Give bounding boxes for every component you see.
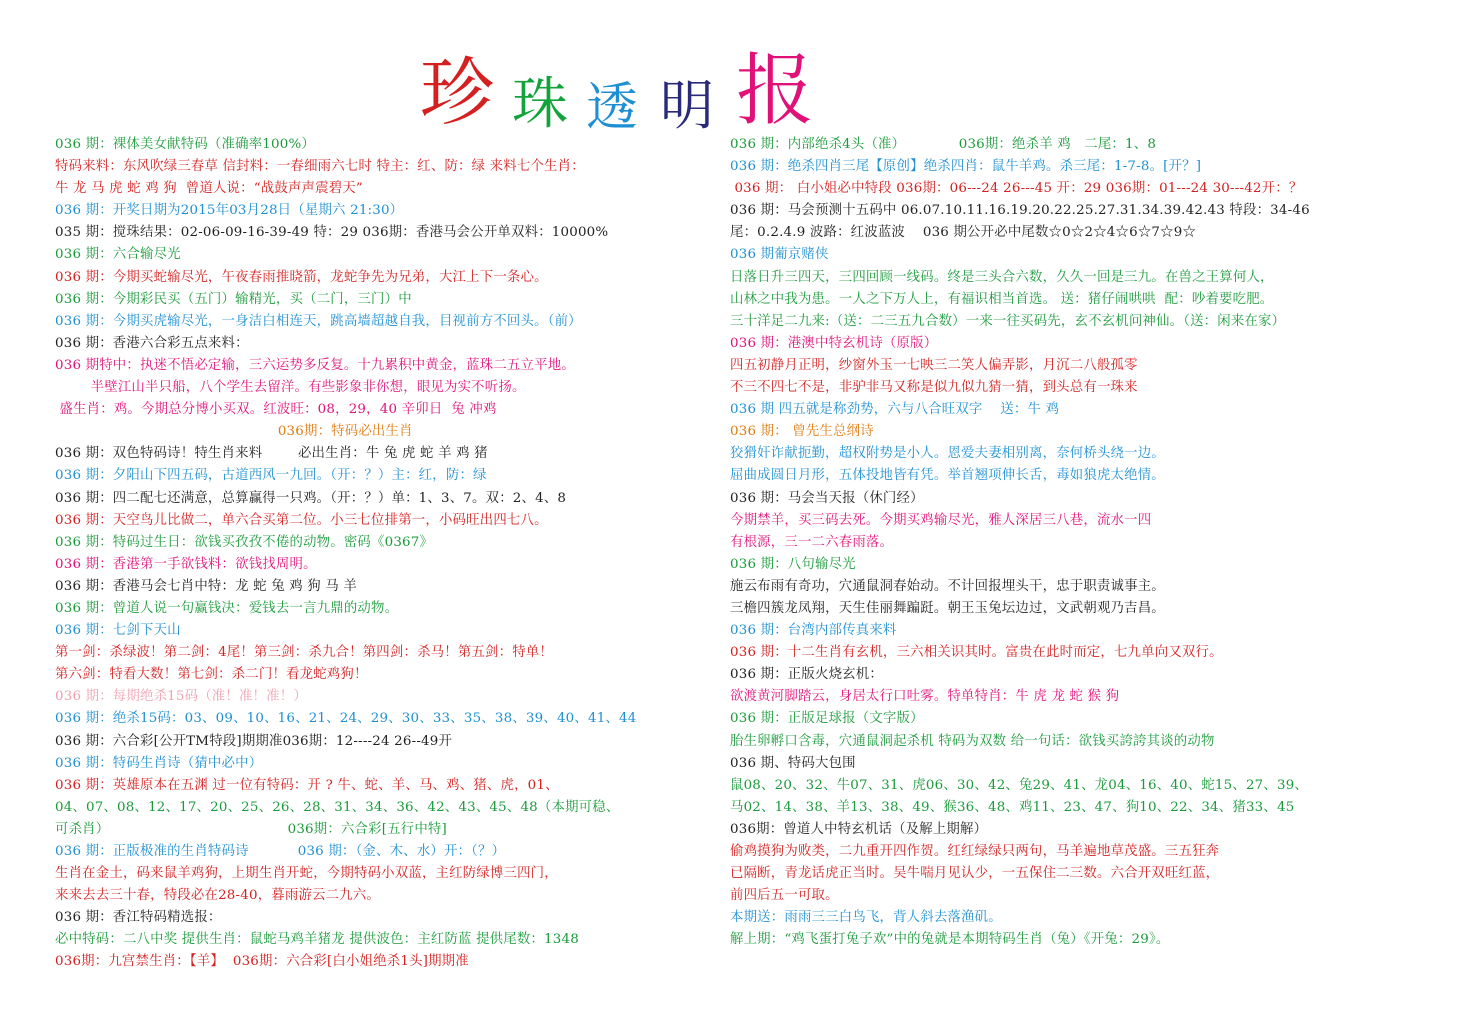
text-line: 已隔断，青龙话虎正当时。吴牛喘月见认少，一五保住二三数。六合开双旺红蓝， bbox=[730, 866, 1220, 882]
text-line: 本期送：雨雨三三白鸟飞，背人斜去落渔矶。 bbox=[730, 910, 1002, 926]
text-line: 036 期：今期买虎输尽光，一身洁白相连天，跳高墙超越自我，目视前方不回头。（前） bbox=[55, 313, 582, 329]
text-line: 036 期：港澳中特玄机诗（原版） bbox=[730, 335, 938, 351]
text-line: 可杀肖） 036期：六合彩[五行中特] bbox=[55, 821, 447, 837]
text-line: 036 期： 白小姐必中特段 036期：06---24 26---45 开：29 036期：01---24 30---42开：？ bbox=[730, 181, 1303, 197]
text-line: 036 期：香港第一手欲钱料：欲钱找周明。 bbox=[55, 556, 317, 572]
text-line: 036 期：今期彩民买（五门）输精光，买（二门，三门）中 bbox=[55, 291, 412, 307]
text-line: 马02、14、38、羊13、38、49、猴36、48、鸡11、23、47、狗10、22、34、猪33、45 bbox=[730, 799, 1295, 815]
text-line: 04、07、08、12、17、20、25、26、28、31、34、36、42、43、45、48（本期可稳、 bbox=[55, 799, 620, 815]
text-line: 狡猾奸诈献扼勤，超权附势是小人。恩爱夫妻相别离，奈何桥头绕一边。 bbox=[730, 446, 1165, 462]
text-line: 036 期：内部绝杀4头（准） 036期：绝杀羊 鸡 二尾：1、8 bbox=[730, 137, 1157, 152]
text-line: 036 期、特码大包围 bbox=[730, 755, 856, 771]
text-line: 来来去去三十春，特段必在28-40，暮雨游云二九六。 bbox=[55, 888, 381, 904]
text-line: 尾：0.2.4.9 波路：红波蓝波 036 期公开必中尾数☆0☆2☆4☆6☆7☆9☆ bbox=[730, 225, 1197, 241]
text-line: 036 期：曾道人说一句赢钱决：爱钱去一言九鼎的动物。 bbox=[55, 600, 399, 616]
text-line: 036 期：开奖日期为2015年03月28日（星期六 21:30） bbox=[55, 203, 404, 219]
text-line: 036 期：夕阳山下四五码，古道西风一九回。（开：？）主：红，防：绿 bbox=[55, 468, 487, 484]
text-line: 盛生肖：鸡。今期总分博小买双。红波旺：08，29，40 辛卯日 兔 冲鸡 bbox=[55, 402, 497, 418]
text-line: 欲渡黄河脚踏云，身居太行口吐雾。特单特肖：牛 虎 龙 蛇 猴 狗 bbox=[730, 689, 1120, 705]
title-char-4: 明 bbox=[660, 74, 715, 137]
left-column bbox=[55, 134, 695, 974]
text-line: 036 期：天空鸟儿比做二，单六合买第二位。小三七位排第一，小码旺出四七八。 bbox=[55, 512, 548, 528]
text-line: 036 期：七剑下天山 bbox=[55, 623, 181, 639]
text-line: 036 期：四二配七还满意，总算赢得一只鸡。（开：？）单：1、3、7。双：2、4、8 bbox=[55, 490, 567, 506]
text-line: 偷鸡摸狗为败类，二九重开四作贺。红红绿绿只两句，马羊遍地草茂盛。三五狂奔 bbox=[730, 844, 1220, 859]
text-line: 前四后五一可取。 bbox=[730, 888, 839, 904]
text-line: 036 期： 曾先生总纲诗 bbox=[730, 424, 874, 440]
text-line: 特码来料：东风吹绿三春草 信封料：一春细雨六七时 特主：红、防：绿 来料七个生肖： bbox=[55, 159, 585, 175]
right-column bbox=[730, 134, 1420, 951]
text-line: 日落日升三四天，三四回顾一线码。终是三头合六数，久久一回是三九。在兽之王算何人， bbox=[730, 269, 1274, 285]
text-line: 035 期：搅珠结果：02-06-09-16-39-49 特：29 036期：香港马会公开单双料：10000% bbox=[55, 225, 609, 241]
text-line: 三檐四簇龙凤翔，天生佳丽舞蹁跹。朝王玉兔坛边过，文武朝观乃吉昌。 bbox=[730, 600, 1165, 616]
text-line: 036 期：特码生肖诗（猜中必中） bbox=[55, 755, 263, 771]
text-line: 036 期：正版火烧玄机： bbox=[730, 667, 883, 683]
text-line: 036 期特中：执迷不悟必定输，三六运势多反复。十九累积中黄金，蓝珠二五立平地。 bbox=[55, 357, 575, 373]
text-line: 不三不四七不是，非驴非马又称是似九似九猜一猜，到头总有一珠来 bbox=[730, 380, 1138, 396]
text-line: 半壁江山半只船，八个学生去留洋。有些影象非你想，眼见为实不听扬。 bbox=[55, 380, 526, 396]
text-line: 屈曲成圆日月形，五体投地皆有凭。举首翘项伸长舌，毒如狼虎太绝情。 bbox=[730, 468, 1165, 484]
text-line: 今期禁羊，买三码去死。今期买鸡输尽光，雅人深居三八巷，流水一四 bbox=[730, 512, 1152, 528]
text-line: 036 期：裸体美女献特码（准确率100%） bbox=[55, 137, 315, 152]
text-line: 三十洋足二九来:（送：二三五九合数）一来一往买码先，玄不玄机问神仙。（送：闲来在家） bbox=[730, 313, 1286, 329]
text-line: 036 期：绝杀15码：03、09、10、16、21、24、29、30、33、35、38、39、40、41、44 bbox=[55, 711, 637, 727]
text-line: 四五初静月正明，纱窗外玉一七映三二笑人偏弄影，月沉二八般孤零 bbox=[730, 357, 1138, 373]
text-line: 036 期 四五就是称劲势，六与八合旺双字 送：牛 鸡 bbox=[730, 402, 1060, 418]
text-line: 036 期：特码过生日：欲钱买孜孜不倦的动物。密码《0367》 bbox=[55, 534, 434, 550]
text-line: 036 期：香江特码精选报： bbox=[55, 910, 222, 926]
text-line: 036 期：六合输尽光 bbox=[55, 247, 181, 263]
text-line: 036 期：香港马会七肖中特：龙 蛇 兔 鸡 狗 马 羊 bbox=[55, 578, 357, 594]
text-line: 胎生卵孵口含毒，穴通鼠洞起杀机 特码为双数 给一句话：欲钱买誇誇其谈的动物 bbox=[730, 733, 1215, 749]
title-char-1: 珍 bbox=[420, 50, 494, 136]
text-line: 第六剑：特看大数！第七剑：杀二门！看龙蛇鸡狗！ bbox=[55, 667, 368, 683]
text-line: 036 期：今期买蛇输尽光，午夜春雨推晓箭，龙蛇争先为兄弟，大江上下一条心。 bbox=[55, 269, 548, 285]
text-line: 036期：九宫禁生肖：【羊】 036期：六合彩[白小姐绝杀1头]期期准 bbox=[55, 954, 469, 970]
text-line: 036 期：马会预测十五码中 06.07.10.11.16.19.20.22.25.27.31.34.39.42.43 特段：34-46 bbox=[730, 203, 1310, 219]
text-line: 036 期葡京赌侠 bbox=[730, 247, 829, 263]
title-char-3: 透 bbox=[586, 78, 639, 138]
newspaper-title bbox=[420, 28, 1020, 138]
text-line: 036 期：马会当天报（休门经） bbox=[730, 490, 924, 506]
text-line: 036 期：英雄原本在五渊 过一位有特码：开 ? 牛、蛇、羊、马、鸡、猪、虎，01、 bbox=[55, 777, 559, 793]
text-line: 牛 龙 马 虎 蛇 鸡 狗 曾道人说：“战鼓声声震碧天” bbox=[55, 181, 363, 197]
text-line: 鼠08、20、32、牛07、31、虎06、30、42、兔29、41、龙04、16、40、蛇15、27、39、 bbox=[730, 777, 1309, 793]
text-line: 生肖在金土，码来鼠羊鸡狗，上期生肖开蛇，今期特码小双蓝，主红防绿博三四门， bbox=[55, 866, 558, 882]
text-line: 036 期：正版极准的生肖特码诗 036 期：（金、木、水）开：（？） bbox=[55, 844, 506, 859]
text-line: 036 期：六合彩[公开TM特段]期期准036期：12----24 26--49开 bbox=[55, 733, 453, 749]
text-line: 必中特码：二八中奖 提供生肖：鼠蛇马鸡羊猪龙 提供波色：主红防蓝 提供尾数：1348 bbox=[55, 932, 579, 948]
text-line: 山林之中我为患。一人之下万人上，有福识相当首选。 送：猪仔闹哄哄 配：吵着要吃肥。 bbox=[730, 291, 1274, 307]
text-line: 036 期：正版足球报（文字版） bbox=[730, 711, 924, 727]
text-line: 036 期：香港六合彩五点来料： bbox=[55, 335, 249, 351]
text-line: 有根源，三一二六春雨落。 bbox=[730, 534, 894, 550]
text-line: 036 期：绝杀四肖三尾【原创】绝杀四肖：鼠牛羊鸡。杀三尾：1-7-8。[开？] bbox=[730, 159, 1202, 175]
text-line: 036 期：八句输尽光 bbox=[730, 556, 856, 572]
text-line: 036 期：台湾内部传真来料 bbox=[730, 623, 897, 639]
text-line: 036 期：每期绝杀15码（准！准！准！） bbox=[55, 689, 307, 705]
title-char-2: 珠 bbox=[512, 72, 568, 137]
title-char-5: 报 bbox=[736, 46, 815, 136]
text-line: 解上期：“鸡飞蛋打兔子欢”中的兔就是本期特码生肖（兔）《开兔：29》。 bbox=[730, 932, 1170, 948]
text-line: 036期：曾道人中特玄机话（及解上期解） bbox=[730, 821, 988, 837]
text-line: 施云布雨有奇功，穴通鼠洞春始动。不计回报埋头干，忠于职责诚事主。 bbox=[730, 578, 1165, 594]
text-line: 036 期：双色特码诗！特生肖来料 必出生肖：牛 兔 虎 蛇 羊 鸡 猪 bbox=[55, 446, 488, 462]
text-line: 036 期：十二生肖有玄机，三六相关识其时。富贵在此时而定，七九单向又双行。 bbox=[730, 645, 1223, 661]
text-line: 第一剑：杀绿波！第二剑：4尾！第三剑：杀九合！第四剑：杀马！第五剑：特单！ bbox=[55, 645, 553, 661]
text-line: 036期：特码必出生肖 bbox=[55, 424, 413, 440]
